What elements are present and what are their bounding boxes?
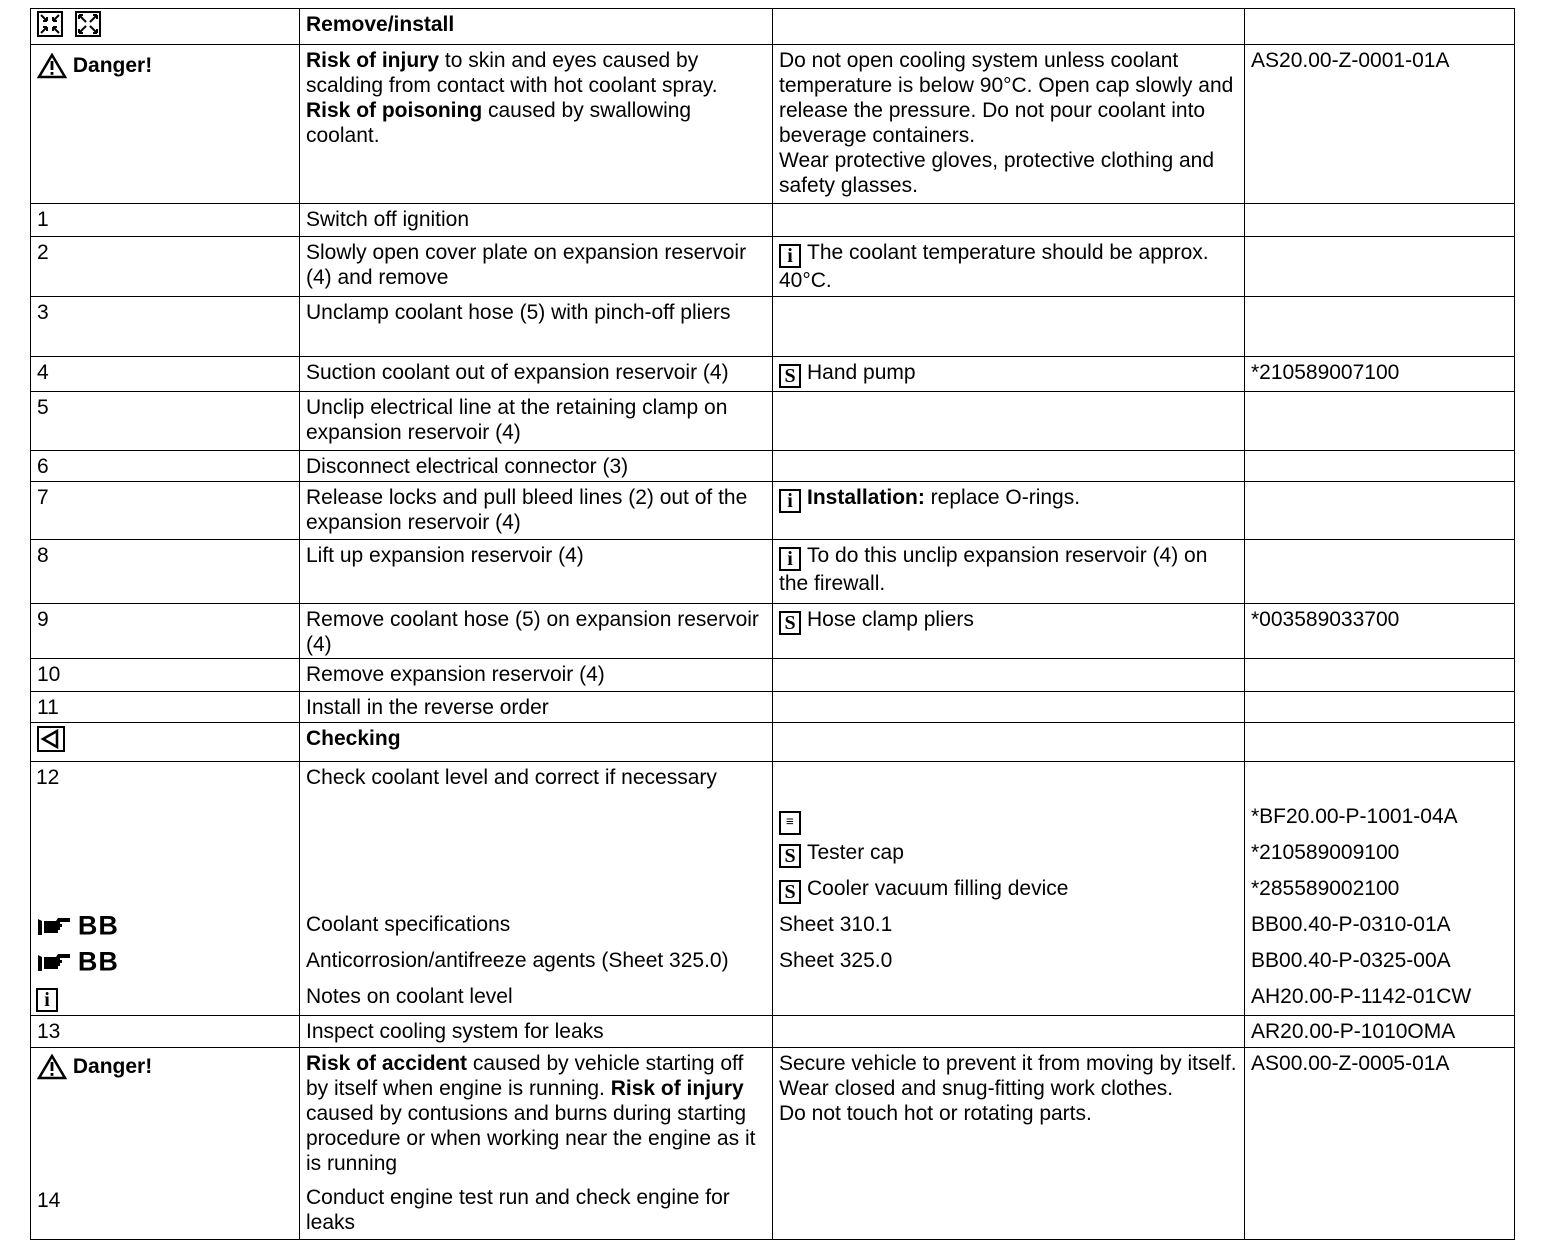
cell-text: *210589007100 <box>1245 357 1515 392</box>
cell-text: 8 <box>31 540 300 604</box>
table-row <box>31 237 1515 297</box>
table-row <box>31 297 1515 357</box>
table-cell <box>773 204 1245 237</box>
cell-text: BB00.40-P-0310-01A <box>1251 913 1451 936</box>
cell-text: Hose clamp pliers <box>807 608 974 631</box>
danger-ref: AS20.00-Z-0001-01A <box>1245 45 1515 204</box>
cell-text: 12 <box>36 766 60 789</box>
cell-text: Do not open cooling system unless coolant temperature is below 90°C. Open cap slowly and release the pressure. Do not pour coolant into beverage containers. <box>779 49 1234 147</box>
table-cell <box>1245 762 1515 1016</box>
cell-text: 13 <box>31 1016 300 1048</box>
table-cell <box>773 482 1245 540</box>
table-cell <box>1245 692 1515 723</box>
header-icons <box>31 9 300 45</box>
table-row <box>31 540 1515 604</box>
tool-icon: S <box>779 844 801 868</box>
cell-text: Unclip electrical line at the retaining clamp on expansion reservoir (4) <box>300 392 773 451</box>
cell-text: 14 <box>37 1189 61 1212</box>
cell-text: Install in the reverse order <box>300 692 773 723</box>
cell-text: BB <box>77 946 119 977</box>
cell-text: Sheet 325.0 <box>779 949 893 972</box>
table-cell <box>1245 482 1515 540</box>
table-row <box>31 204 1515 237</box>
cell-text: Disconnect electrical connector (3) <box>300 451 773 482</box>
checking-icon <box>37 726 65 752</box>
table-cell <box>1245 659 1515 692</box>
warning-triangle-icon <box>37 53 67 79</box>
cell-text: Sheet 310.1 <box>779 913 893 936</box>
cell-text: replace O-rings. <box>924 486 1081 509</box>
cell-text: Suction coolant out of expansion reservoir (4) <box>300 357 773 392</box>
cell-text: Risk of injury <box>610 1077 744 1100</box>
cell-text: Do not touch hot or rotating parts. <box>779 1102 1092 1125</box>
table-cell <box>773 357 1245 392</box>
table-cell <box>31 1048 300 1240</box>
info-icon: i <box>779 244 801 268</box>
table-cell <box>773 451 1245 482</box>
table-cell <box>773 237 1245 297</box>
table-cell <box>300 762 773 1016</box>
cell-text: Coolant specifications <box>306 913 511 936</box>
cell-text: Unclamp coolant hose (5) with pinch-off pliers <box>300 297 773 357</box>
cell-text: *285589002100 <box>1251 877 1400 900</box>
table-cell <box>300 1048 773 1240</box>
table-cell <box>773 692 1245 723</box>
cell-text: Installation: <box>807 486 925 509</box>
table-row <box>31 451 1515 482</box>
cell-text: 5 <box>31 392 300 451</box>
cell-text: Conduct engine test run and check engine for leaks <box>306 1186 730 1234</box>
checking-row <box>31 723 1515 762</box>
cell-text: Remove/install <box>306 13 455 36</box>
cell-text: caused by vehicle starting off by itself when engine is running. <box>306 1052 744 1100</box>
cell-text: 3 <box>31 297 300 357</box>
cell-text: AR20.00-P-1010OMA <box>1245 1016 1515 1048</box>
table-cell <box>1245 392 1515 451</box>
info-icon: i <box>779 547 801 571</box>
table-row <box>31 692 1515 723</box>
cell-text: Anticorrosion/antifreeze agents (Sheet 325.0) <box>306 949 729 972</box>
cell-text: Inspect cooling system for leaks <box>300 1016 773 1048</box>
cell-text: Check coolant level and correct if necessary <box>306 766 717 789</box>
table-row <box>31 1016 1515 1048</box>
table-cell <box>31 45 300 204</box>
hand-pointer-icon <box>36 949 72 973</box>
warning-triangle-icon <box>37 1054 67 1080</box>
cell-text: The coolant temperature should be approx. 40°C. <box>779 241 1209 292</box>
table-cell <box>1245 451 1515 482</box>
cell-text: Switch off ignition <box>300 204 773 237</box>
header-row <box>31 9 1515 45</box>
install-icon <box>75 11 101 37</box>
tool-icon: S <box>779 611 801 635</box>
cell-text: Wear closed and snug-fitting work clothes. <box>779 1077 1174 1100</box>
table-cell <box>300 723 773 762</box>
table-cell <box>1245 723 1515 762</box>
danger-row-1 <box>31 45 1515 204</box>
tool-icon: S <box>779 364 801 388</box>
cell-text: Secure vehicle to prevent it from moving by itself. <box>779 1052 1237 1075</box>
cell-text: Remove expansion reservoir (4) <box>300 659 773 692</box>
hand-pointer-icon <box>36 913 72 937</box>
danger-row-2 <box>31 1048 1515 1240</box>
info-icon: i <box>36 988 58 1012</box>
table-cell <box>773 1048 1245 1240</box>
table-cell <box>773 762 1245 1016</box>
cell-text: BB <box>77 910 119 941</box>
table-row <box>31 392 1515 451</box>
table-cell <box>1245 204 1515 237</box>
cell-text: AH20.00-P-1142-01CW <box>1251 985 1472 1008</box>
cell-text: Risk of poisoning <box>306 99 483 122</box>
table-cell <box>1245 9 1515 45</box>
danger-measure <box>773 45 1245 204</box>
document-icon: ≡ <box>779 811 801 835</box>
cell-text: Notes on coolant level <box>306 985 513 1008</box>
table-cell <box>773 297 1245 357</box>
table-cell <box>1245 540 1515 604</box>
cell-text: Remove coolant hose (5) on expansion reservoir (4) <box>300 604 773 659</box>
table-cell <box>773 723 1245 762</box>
table-cell <box>773 659 1245 692</box>
cell-text: 1 <box>31 204 300 237</box>
cell-text: 6 <box>31 451 300 482</box>
cell-text: 7 <box>31 482 300 540</box>
table-cell <box>31 723 300 762</box>
cell-text: *003589033700 <box>1245 604 1515 659</box>
cell-text: Risk of injury <box>306 49 440 72</box>
danger-label: Danger! <box>72 54 153 77</box>
table-cell <box>773 604 1245 659</box>
table-cell <box>1245 297 1515 357</box>
header-title <box>300 9 773 45</box>
cell-text: 10 <box>31 659 300 692</box>
table-cell <box>31 762 300 1016</box>
cell-text: *210589009100 <box>1251 841 1400 864</box>
cell-text: Cooler vacuum filling device <box>807 877 1069 900</box>
danger-risk-text <box>300 45 773 204</box>
cell-text: 2 <box>31 237 300 297</box>
table-row <box>31 604 1515 659</box>
cell-text: *BF20.00-P-1001-04A <box>1251 805 1458 828</box>
cell-text: Hand pump <box>807 361 916 384</box>
cell-text: BB00.40-P-0325-00A <box>1251 949 1451 972</box>
table-cell <box>773 540 1245 604</box>
remove-icon <box>37 11 63 37</box>
cell-text: to skin and eyes caused by scalding from contact with hot coolant spray. <box>306 49 718 97</box>
table-row <box>31 659 1515 692</box>
cell-text: caused by swallowing coolant. <box>306 99 692 147</box>
cell-text: Release locks and pull bleed lines (2) out of the expansion reservoir (4) <box>300 482 773 540</box>
cell-text: Danger! <box>72 1055 153 1078</box>
cell-text: Slowly open cover plate on expansion reservoir (4) and remove <box>300 237 773 297</box>
cell-text: AS00.00-Z-0005-01A <box>1245 1048 1515 1240</box>
cell-text: 4 <box>31 357 300 392</box>
cell-text: Tester cap <box>807 841 904 864</box>
checking-title: Checking <box>306 727 401 750</box>
cell-text: To do this unclip expansion reservoir (4) on the firewall. <box>779 544 1208 595</box>
tool-icon: S <box>779 880 801 904</box>
cell-text: caused by contusions and burns during starting procedure or when working near the engine as it is running <box>306 1102 756 1175</box>
cell-text: Risk of accident <box>306 1052 468 1075</box>
procedure-table <box>30 8 1515 1240</box>
cell-text: 9 <box>31 604 300 659</box>
table-row <box>31 482 1515 540</box>
cell-text: Wear protective gloves, protective clothing and safety glasses. <box>779 149 1215 197</box>
info-icon: i <box>779 489 801 513</box>
cell-text: 11 <box>31 692 300 723</box>
cell-text: Lift up expansion reservoir (4) <box>300 540 773 604</box>
table-cell <box>773 392 1245 451</box>
table-cell <box>1245 237 1515 297</box>
table-row <box>31 357 1515 392</box>
table-cell <box>773 9 1245 45</box>
step-12-row <box>31 762 1515 1016</box>
table-cell <box>773 1016 1245 1048</box>
